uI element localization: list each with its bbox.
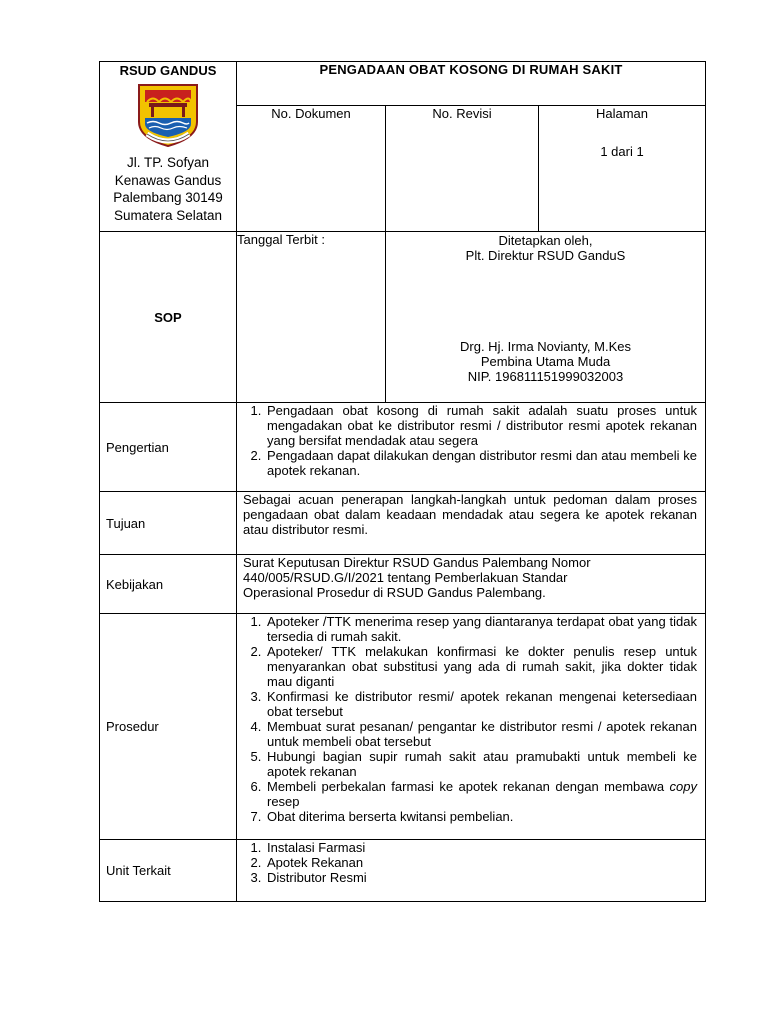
- list-item: 1. Instalasi Farmasi: [265, 840, 697, 855]
- unit-terkait-content: [237, 840, 706, 902]
- prosedur-list: [237, 614, 705, 824]
- kebijakan-content: [237, 555, 706, 614]
- no-revisi-cell: [386, 106, 539, 232]
- list-item: 7. Obat diterima berserta kwitansi pembelian.: [265, 809, 697, 824]
- hospital-address: [100, 154, 236, 224]
- pengertian-content: [237, 403, 706, 492]
- kebijakan-line: Surat Keputusan Direktur RSUD Gandus Palembang Nomor: [243, 555, 591, 570]
- unit-terkait-list: [237, 840, 705, 885]
- director-name: Drg. Hj. Irma Novianty, M.Kes: [460, 339, 631, 354]
- list-item: [265, 779, 697, 809]
- list-item: 2. Apotek Rekanan: [265, 855, 697, 870]
- signature-block: [386, 232, 706, 403]
- list-item: 2. Apoteker/ TTK melakukan konfirmasi ke dokter penulis resep untuk menyarankan obat substitusi yang ada di rumah sakit, jika dokter tidak mau diganti: [265, 644, 697, 689]
- pengertian-list: [237, 403, 705, 478]
- item-emphasis: copy: [669, 779, 697, 794]
- hospital-logo-icon: [133, 82, 203, 148]
- hospital-name: RSUD GANDUS: [119, 63, 217, 78]
- document-title: PENGADAAN OBAT KOSONG DI RUMAH SAKIT: [237, 62, 706, 106]
- kebijakan-line: Operasional Prosedur di RSUD Gandus Palembang.: [243, 585, 546, 600]
- sop-label: SOP: [100, 232, 237, 403]
- sop-document-table: [99, 61, 706, 902]
- list-item: 3. Konfirmasi ke distributor resmi/ apotek rekanan mengenai ketersediaan obat tersebut: [265, 689, 697, 719]
- director-title: Plt. Direktur RSUD GanduS: [465, 248, 626, 263]
- pengertian-label: Pengertian: [100, 403, 237, 492]
- tujuan-text: Sebagai acuan penerapan langkah-langkah untuk pedoman dalam proses pengadaan obat dalam keadaan mendadak atau segera ke apotek rekanan atau distributor resmi.: [243, 492, 697, 537]
- no-revisi-label: No. Revisi: [432, 106, 492, 121]
- address-line: Kenawas Gandus: [114, 172, 222, 188]
- director-rank: Pembina Utama Muda: [480, 354, 611, 369]
- tujuan-content: [237, 492, 706, 555]
- halaman-cell: [539, 106, 706, 232]
- ditetapkan-oleh: Ditetapkan oleh,: [498, 233, 593, 248]
- prosedur-content: [237, 614, 706, 840]
- address-line: Palembang 30149: [113, 190, 223, 205]
- address-line: Sumatera Selatan: [113, 207, 223, 223]
- list-item: 3. Distributor Resmi: [265, 870, 697, 885]
- prosedur-label: Prosedur: [100, 614, 237, 840]
- no-dokumen-cell: [237, 106, 386, 232]
- item-text: resep: [267, 794, 300, 809]
- director-nip: NIP. 196811151999032003: [467, 369, 624, 384]
- halaman-value: 1 dari 1: [600, 144, 644, 159]
- hospital-identity-cell: [100, 62, 237, 232]
- no-dokumen-label: No. Dokumen: [271, 106, 351, 121]
- tanggal-terbit-cell: [237, 232, 386, 403]
- list-item: 1. Apoteker /TTK menerima resep yang diantaranya terdapat obat yang tidak tersedia di rumah sakit.: [265, 614, 697, 644]
- list-item: 1. Pengadaan obat kosong di rumah sakit adalah suatu proses untuk mengadakan obat ke distributor resmi / distributor resmi apotek rekanan yang bersifat mendadak atau segera: [265, 403, 697, 448]
- item-text: Membeli perbekalan farmasi ke apotek rekanan dengan membawa: [267, 779, 670, 794]
- kebijakan-label: Kebijakan: [100, 555, 237, 614]
- list-item: 5. Hubungi bagian supir rumah sakit atau pramubakti untuk membeli ke apotek rekanan: [265, 749, 697, 779]
- address-line: Jl. TP. Sofyan: [126, 155, 210, 170]
- tanggal-terbit-label: Tanggal Terbit :: [237, 232, 325, 247]
- kebijakan-line: 440/005/RSUD.G/I/2021 tentang Pemberlakuan Standar: [243, 570, 568, 585]
- halaman-label: Halaman: [595, 106, 649, 121]
- unit-terkait-label: Unit Terkait: [100, 840, 237, 902]
- tujuan-label: Tujuan: [100, 492, 237, 555]
- list-item: 2. Pengadaan dapat dilakukan dengan distributor resmi dan atau membeli ke apotek rekanan.: [265, 448, 697, 478]
- list-item: 4. Membuat surat pesanan/ pengantar ke distributor resmi / apotek rekanan untuk membeli obat tersebut: [265, 719, 697, 749]
- kebijakan-text: [237, 555, 705, 600]
